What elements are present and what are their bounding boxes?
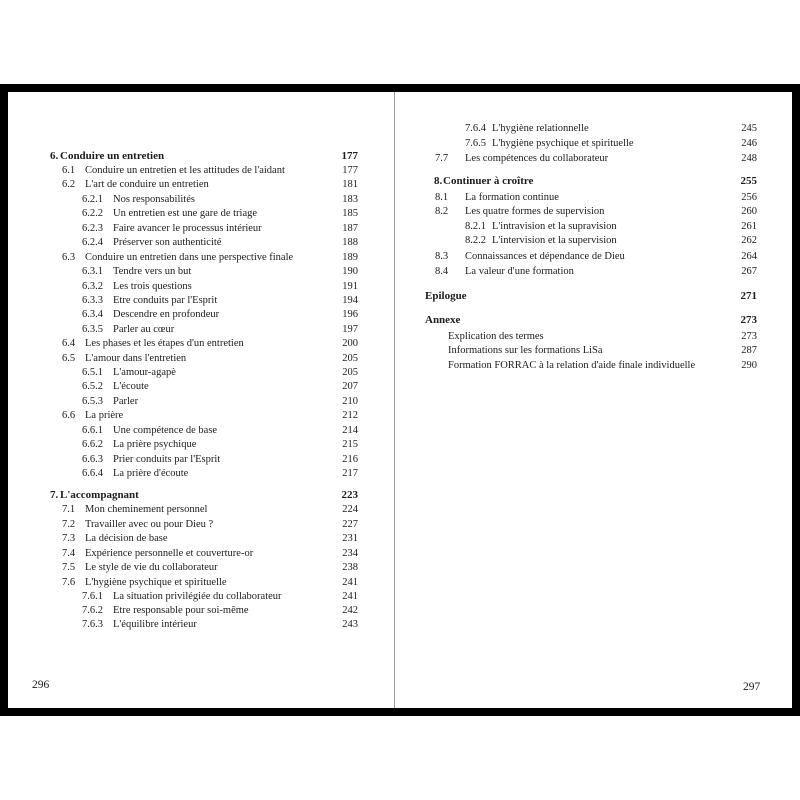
toc-entry-page: 185 (342, 208, 358, 219)
toc-entry-number: 7.6.3 (82, 619, 103, 630)
toc-entry-number: 6.5.2 (82, 381, 103, 392)
toc-entry-title: Un entretien est une gare de triage (113, 208, 258, 219)
left-page-number: 296 (32, 679, 50, 691)
toc-entry-page: 261 (741, 221, 757, 232)
toc-entry-title: La prière (85, 410, 124, 421)
toc-entry-number: 7.5 (62, 562, 76, 573)
toc-entry-page: 262 (741, 235, 757, 246)
toc-entry-title: Les trois questions (113, 281, 192, 292)
toc-entry-page: 205 (342, 353, 358, 364)
toc-entry-title: Mon cheminement personnel (85, 504, 208, 515)
toc-entry-page: 191 (342, 281, 358, 292)
toc-entry-page: 245 (741, 123, 757, 134)
toc-entry-page: 260 (741, 206, 757, 217)
toc-entry-title: L'hygiène psychique et spirituelle (492, 138, 634, 149)
toc-entry-title: Expérience personnelle et couverture-or (85, 548, 254, 559)
toc-entry-page: 210 (342, 396, 358, 407)
toc-entry-number: 6.3.3 (82, 295, 103, 306)
toc-entry-title: Travailler avec ou pour Dieu ? (85, 519, 214, 530)
toc-entry-page: 214 (342, 425, 358, 436)
toc-entry-page: 243 (342, 619, 358, 630)
toc-entry-title: Prier conduits par l'Esprit (113, 454, 221, 465)
toc-entry-number: 7.3 (62, 533, 76, 544)
toc-entry-title: La décision de base (85, 533, 168, 544)
toc-entry-number: 6.5.3 (82, 396, 103, 407)
toc-entry-page: 200 (342, 338, 358, 349)
toc-entry-number: 7.4 (62, 548, 76, 559)
toc-entry-number: 6.6 (62, 410, 76, 421)
toc-entry-page: 267 (741, 266, 757, 277)
toc-entry-number: 7.2 (62, 519, 76, 530)
toc-entry-number: 8.2.1 (465, 221, 486, 232)
toc-entry-page: 197 (342, 324, 358, 335)
toc-entry-title: Connaissances et dépendance de Dieu (465, 251, 625, 262)
toc-entry-number: 6.3.4 (82, 309, 103, 320)
toc-entry-page: 287 (741, 345, 757, 356)
right-page-number: 297 (743, 681, 761, 693)
toc-entry-page: 181 (342, 179, 358, 190)
toc-entry-page: 212 (342, 410, 358, 421)
toc-entry-number: 7. (50, 489, 59, 501)
toc-entry-title: Les compétences du collaborateur (465, 153, 609, 164)
toc-entry-number: 6.2.4 (82, 237, 103, 248)
toc-entry-page: 241 (342, 591, 358, 602)
toc-entry-page: 224 (342, 504, 358, 515)
toc-entry-title: Préserver son authenticité (113, 237, 222, 248)
toc-entry-title: L'amour-agapè (113, 367, 176, 378)
toc-entry-title: Etre responsable pour soi-même (113, 605, 249, 616)
toc-entry-title: Formation FORRAC à la relation d'aide finale individuelle (448, 360, 696, 371)
toc-entry-title: La prière d'écoute (113, 468, 189, 479)
toc-entry-page: 223 (341, 489, 358, 501)
toc-entry-number: 7.7 (435, 153, 449, 164)
toc-entry-page: 246 (741, 138, 757, 149)
toc-entry-page: 264 (741, 251, 757, 262)
toc-entry-title: L'accompagnant (60, 489, 139, 501)
toc-entry-page: 216 (342, 454, 358, 465)
toc-entry-page: 234 (342, 548, 358, 559)
toc-entry-number: 8.2.2 (465, 235, 486, 246)
toc-entry-page: 183 (342, 194, 358, 205)
toc-entry-page: 187 (342, 223, 358, 234)
toc-entry-number: 6.5.1 (82, 367, 103, 378)
toc-entry-title: Parler (113, 396, 139, 407)
toc-entry-number: 6.6.3 (82, 454, 103, 465)
toc-entry-number: 7.6.4 (465, 123, 486, 134)
toc-entry-page: 205 (342, 367, 358, 378)
left-page (8, 92, 394, 708)
toc-entry-title: Annexe (425, 314, 461, 326)
toc-entry-number: 6.1 (62, 165, 76, 176)
toc-entry-title: Tendre vers un but (113, 266, 192, 277)
toc-entry-title: Le style de vie du collaborateur (85, 562, 218, 573)
toc-entry-page: 241 (342, 577, 358, 588)
toc-entry-title: Parler au cœur (113, 324, 175, 335)
book-spread (8, 92, 792, 708)
toc-entry-number: 8.3 (435, 251, 449, 262)
toc-entry-page: 207 (342, 381, 358, 392)
toc-entry-title: Conduire un entretien dans une perspective finale (85, 252, 294, 263)
toc-entry-page: 273 (741, 331, 757, 342)
toc-entry-page: 231 (342, 533, 358, 544)
toc-entry-number: 6.6.4 (82, 468, 103, 479)
toc-entry-number: 6.2.1 (82, 194, 103, 205)
toc-entry-number: 6.6.2 (82, 439, 103, 450)
toc-entry-page: 217 (342, 468, 358, 479)
toc-entry-title: L'équilibre intérieur (113, 619, 197, 630)
toc-entry-number: 7.6 (62, 577, 76, 588)
toc-entry-page: 290 (741, 360, 757, 371)
toc-entry-title: Descendre en profondeur (113, 309, 220, 320)
toc-entry-number: 6.6.1 (82, 425, 103, 436)
toc-entry-title: Les phases et les étapes d'un entretien (85, 338, 244, 349)
toc-entry-title: Etre conduits par l'Esprit (113, 295, 218, 306)
toc-entry-page: 190 (342, 266, 358, 277)
toc-entry-number: 6.2 (62, 179, 76, 190)
toc-entry-number: 6.2.3 (82, 223, 103, 234)
toc-entry-title: Faire avancer le processus intérieur (113, 223, 262, 234)
toc-entry-page: 242 (342, 605, 358, 616)
toc-entry-number: 6.3.5 (82, 324, 103, 335)
toc-entry-number: 8.1 (435, 192, 449, 203)
toc-entry-page: 273 (740, 314, 757, 326)
toc-entry-number: 7.1 (62, 504, 76, 515)
toc-entry-number: 7.6.5 (465, 138, 486, 149)
toc-entry-title: La formation continue (465, 192, 559, 203)
toc-entry-page: 189 (342, 252, 358, 263)
toc-entry-page: 188 (342, 237, 358, 248)
toc-entry-title: Explication des termes (448, 331, 544, 342)
toc-entry-number: 6.4 (62, 338, 76, 349)
toc-entry-page: 177 (341, 150, 358, 162)
toc-entry-number: 6.3 (62, 252, 76, 263)
toc-entry-title: Nos responsabilités (113, 194, 195, 205)
toc-entry-title: L'écoute (113, 381, 149, 392)
toc-entry-title: Continuer à croître (443, 175, 534, 187)
toc-entry-page: 196 (342, 309, 358, 320)
toc-entry-page: 177 (342, 165, 358, 176)
toc-entry-page: 256 (741, 192, 757, 203)
toc-entry-title: La valeur d'une formation (465, 266, 574, 277)
toc-entry-number: 7.6.2 (82, 605, 103, 616)
book-spread-border (0, 84, 800, 716)
toc-entry-page: 194 (342, 295, 358, 306)
toc-entry-title: Conduire un entretien et les attitudes de l'aidant (85, 165, 285, 176)
toc-entry-number: 7.6.1 (82, 591, 103, 602)
toc-entry-title: L'art de conduire un entretien (85, 179, 209, 190)
right-page (395, 92, 792, 708)
toc-entry-title: Informations sur les formations LiSa (448, 345, 603, 356)
toc-entry-title: Une compétence de base (113, 425, 218, 436)
toc-entry-title: Les quatre formes de supervision (465, 206, 605, 217)
toc-entry-title: L'hygiène relationnelle (492, 123, 589, 134)
toc-entry-title: L'amour dans l'entretien (85, 353, 187, 364)
toc-entry-number: 6.3.2 (82, 281, 103, 292)
toc-entry-title: L'hygiène psychique et spirituelle (85, 577, 227, 588)
toc-entry-title: La situation privilégiée du collaborateur (113, 591, 282, 602)
toc-entry-page: 255 (740, 175, 757, 187)
toc-entry-number: 6.5 (62, 353, 76, 364)
toc-entry-number: 8. (434, 175, 443, 187)
toc-entry-number: 8.2 (435, 206, 449, 217)
toc-entry-number: 6.3.1 (82, 266, 103, 277)
toc-entry-page: 271 (740, 290, 757, 302)
toc-entry-title: Conduire un entretien (60, 150, 165, 162)
toc-entry-title: Epilogue (425, 290, 467, 302)
toc-entry-number: 8.4 (435, 266, 449, 277)
toc-entry-page: 238 (342, 562, 358, 573)
toc-entry-page: 248 (741, 153, 757, 164)
toc-entry-number: 6. (50, 150, 59, 162)
toc-entry-page: 227 (342, 519, 358, 530)
toc-entry-title: L'intravision et la supravision (492, 221, 617, 232)
toc-entry-title: La prière psychique (113, 439, 197, 450)
toc-entry-title: L'intervision et la supervision (492, 235, 617, 246)
toc-entry-number: 6.2.2 (82, 208, 103, 219)
toc-entry-page: 215 (342, 439, 358, 450)
